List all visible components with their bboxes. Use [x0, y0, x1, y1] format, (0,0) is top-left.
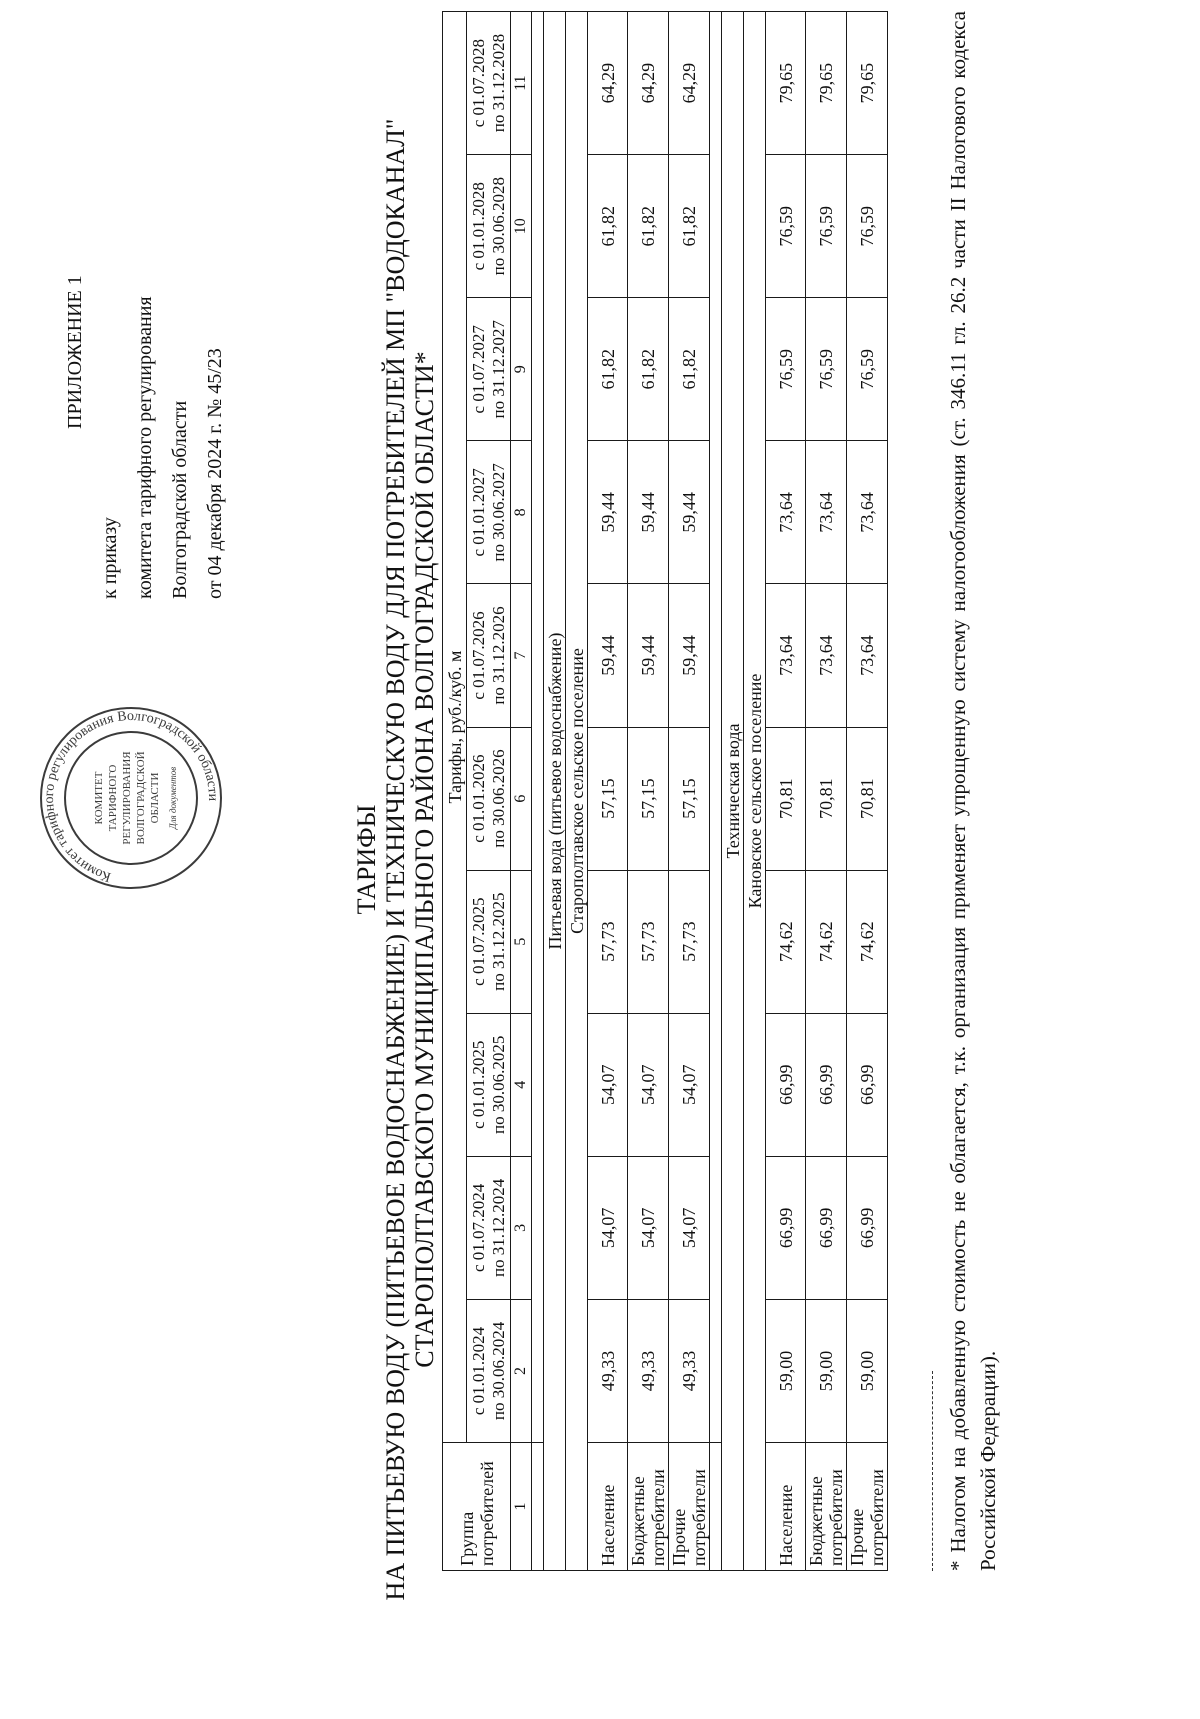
consumer-category: Бюджетные потребители — [628, 1443, 669, 1571]
table-row — [628, 12, 669, 1571]
header-period-2 — [467, 1156, 511, 1299]
table-row — [847, 12, 888, 1571]
tariffs-table — [442, 11, 888, 1571]
table-row — [669, 12, 710, 1571]
tariff-value: 70,81 — [766, 727, 806, 870]
consumer-category: Прочие потребители — [847, 1443, 888, 1571]
consumer-category: Прочие потребители — [669, 1443, 710, 1571]
tariff-value: 49,33 — [588, 1299, 628, 1442]
tariff-value: 74,62 — [806, 870, 847, 1013]
period-from: с 01.07.2027 — [468, 325, 488, 414]
header-period-1 — [467, 1299, 511, 1442]
period-to: по 31.12.2026 — [488, 606, 508, 705]
period-to: по 30.06.2025 — [488, 1035, 508, 1134]
column-number-5: 5 — [511, 870, 532, 1013]
tariff-value: 54,07 — [588, 1013, 628, 1156]
section-subtitle: Кановское сельское поселение — [744, 12, 766, 1571]
tariff-value: 66,99 — [806, 1156, 847, 1299]
tariff-value: 59,44 — [588, 441, 628, 584]
header-tariffs: Тарифы, руб./куб. м — [443, 12, 467, 1443]
tariff-value: 73,64 — [766, 584, 806, 727]
period-to: по 30.06.2028 — [488, 177, 508, 276]
spacer-row — [710, 12, 722, 1571]
column-number-7: 7 — [511, 584, 532, 727]
tariff-value: 61,82 — [588, 298, 628, 441]
tariff-value: 54,07 — [628, 1156, 669, 1299]
column-number-2: 2 — [511, 1299, 532, 1442]
column-number-10: 10 — [511, 155, 532, 298]
tariff-value: 66,99 — [766, 1156, 806, 1299]
spacer-row — [532, 12, 544, 1571]
column-number-8: 8 — [511, 441, 532, 584]
tariff-value: 54,07 — [669, 1156, 710, 1299]
seal-inner-line-3: РЕГУЛИРОВАНИЯ — [121, 751, 133, 845]
spacer-cell — [532, 12, 544, 1443]
tariff-value: 54,07 — [669, 1013, 710, 1156]
header-period-7 — [467, 441, 511, 584]
period-to: по 30.06.2024 — [488, 1321, 508, 1421]
tariff-value: 59,00 — [806, 1299, 847, 1442]
tariff-value: 59,44 — [628, 441, 669, 584]
period-from: с 01.07.2028 — [468, 38, 488, 128]
tariff-value: 57,15 — [669, 727, 710, 870]
tariff-value: 64,29 — [669, 12, 710, 155]
header-row-column-numbers — [511, 12, 532, 1571]
tariff-value: 49,33 — [669, 1299, 710, 1442]
column-number-4: 4 — [511, 1013, 532, 1156]
header-period-5 — [467, 727, 511, 870]
tariff-value: 70,81 — [806, 727, 847, 870]
seal-inner-line-2: ТАРИФНОГО — [107, 764, 119, 832]
seal-bottom-text: Для документов — [168, 766, 178, 830]
tariff-value: 59,00 — [847, 1299, 888, 1442]
seal-inner-line-1: КОМИТЕТ — [93, 771, 105, 825]
period-from: с 01.01.2025 — [468, 1040, 488, 1129]
tariff-value: 79,65 — [806, 12, 847, 155]
appendix-title: ПРИЛОЖЕНИЕ 1 — [64, 275, 86, 429]
seal-graphic — [36, 703, 226, 893]
tariff-value: 64,29 — [588, 12, 628, 155]
tariff-value: 73,64 — [806, 584, 847, 727]
tariff-value: 73,64 — [806, 441, 847, 584]
header-period-9 — [467, 155, 511, 298]
seal-inner-line-5: ОБЛАСТИ — [149, 772, 161, 824]
header-period-10 — [467, 12, 511, 155]
tariff-value: 70,81 — [847, 727, 888, 870]
seal-outer-text: Комитет тарифного регулирования Волгоградской области — [41, 708, 221, 885]
tariff-value: 49,33 — [628, 1299, 669, 1442]
tariff-value: 76,59 — [766, 155, 806, 298]
period-from: с 01.01.2024 — [468, 1326, 488, 1416]
spacer-cell — [710, 1443, 722, 1571]
tariff-value: 57,73 — [588, 870, 628, 1013]
title-line-3: СТАРОПОЛТАВСКОГО МУНИЦИПАЛЬНОГО РАЙОНА ВОЛГОГРАДСКОЙ ОБЛАСТИ* — [410, 351, 439, 1368]
consumer-category: Население — [588, 1443, 628, 1571]
table-row — [806, 12, 847, 1571]
footnote-separator — [932, 1371, 933, 1571]
approval-line-order: к приказу — [99, 517, 121, 599]
period-from: с 01.01.2027 — [468, 468, 488, 557]
header-consumer-group: Группа потребителей — [443, 1443, 511, 1571]
tariff-value: 61,82 — [669, 155, 710, 298]
header-period-3 — [467, 1013, 511, 1156]
tariff-value: 59,44 — [588, 584, 628, 727]
table-row — [588, 12, 628, 1571]
column-number-9: 9 — [511, 298, 532, 441]
approval-line-region: Волгоградской области — [169, 400, 191, 599]
tariff-value: 76,59 — [806, 298, 847, 441]
title-line-1: ТАРИФЫ — [352, 804, 381, 915]
tariff-value: 76,59 — [847, 155, 888, 298]
period-from: с 01.07.2026 — [468, 611, 488, 700]
period-to: по 30.06.2027 — [488, 463, 508, 562]
header-row-main — [443, 12, 467, 1571]
tariff-value: 79,65 — [847, 12, 888, 155]
tariff-value: 74,62 — [766, 870, 806, 1013]
section-title-row — [722, 12, 744, 1571]
tariff-value: 64,29 — [628, 12, 669, 155]
section-title-row — [544, 12, 566, 1571]
tariff-value: 59,44 — [669, 584, 710, 727]
seal-inner-line-4: ВОЛГОГРАДСКОЙ — [135, 751, 147, 845]
tariff-value: 61,82 — [669, 298, 710, 441]
table-row — [766, 12, 806, 1571]
tariff-value: 66,99 — [806, 1013, 847, 1156]
period-to: по 31.12.2024 — [488, 1178, 508, 1278]
period-to: по 31.12.2027 — [488, 320, 508, 419]
tariff-value: 57,73 — [628, 870, 669, 1013]
approval-line-committee: комитета тарифного регулирования — [134, 296, 156, 599]
tariff-value: 61,82 — [628, 298, 669, 441]
tariff-value: 61,82 — [628, 155, 669, 298]
tariff-value: 57,15 — [588, 727, 628, 870]
period-from: с 01.07.2025 — [468, 897, 488, 986]
period-from: с 01.01.2028 — [468, 182, 488, 271]
tariff-value: 79,65 — [766, 12, 806, 155]
period-to: по 31.12.2028 — [488, 33, 508, 133]
period-to: по 30.06.2026 — [488, 749, 508, 848]
consumer-category: Население — [766, 1443, 806, 1571]
section-subtitle-row — [566, 12, 588, 1571]
consumer-category: Бюджетные потребители — [806, 1443, 847, 1571]
approval-line-date: от 04 декабря 2024 г. № 45/23 — [204, 348, 226, 599]
approval-block — [58, 39, 233, 599]
tariff-value: 57,15 — [628, 727, 669, 870]
tariff-value: 59,44 — [669, 441, 710, 584]
period-to: по 31.12.2025 — [488, 892, 508, 991]
document-title — [352, 0, 439, 1719]
tariff-value: 66,99 — [766, 1013, 806, 1156]
column-number-1: 1 — [511, 1443, 532, 1571]
header-period-8 — [467, 298, 511, 441]
tariff-value: 73,64 — [847, 584, 888, 727]
spacer-cell — [710, 12, 722, 1443]
period-from: с 01.07.2024 — [468, 1183, 488, 1273]
section-title: Техническая вода — [722, 12, 744, 1571]
footnote-block — [932, 11, 1003, 1571]
tariff-value: 61,82 — [588, 155, 628, 298]
period-from: с 01.01.2026 — [468, 754, 488, 843]
header-period-4 — [467, 870, 511, 1013]
header-period-6 — [467, 584, 511, 727]
column-number-6: 6 — [511, 727, 532, 870]
tariff-value: 76,59 — [766, 298, 806, 441]
tariffs-table-body — [443, 12, 888, 1571]
tariff-value: 59,44 — [628, 584, 669, 727]
tariff-value: 57,73 — [669, 870, 710, 1013]
column-number-3: 3 — [511, 1156, 532, 1299]
title-line-2: НА ПИТЬЕВУЮ ВОДУ (ПИТЬЕВОЕ ВОДОСНАБЖЕНИЕ) И ТЕХНИЧЕСКУЮ ВОДУ ДЛЯ ПОТРЕБИТЕЛЕЙ МП "ВОДОКАНАЛ" — [381, 118, 410, 1601]
footnote-text: * Налогом на добавленную стоимость не облагается, т.к. организация применяет упрощенную систему налогообложения (ст. 346.11 гл. 26.2 части II Налогового кодекса Российской Федерации). — [946, 11, 1000, 1571]
header-row-periods — [467, 12, 511, 1571]
tariff-value: 59,00 — [766, 1299, 806, 1442]
tariff-value: 54,07 — [628, 1013, 669, 1156]
tariff-value: 66,99 — [847, 1013, 888, 1156]
tariff-value: 76,59 — [806, 155, 847, 298]
spacer-cell — [532, 1443, 544, 1571]
tariff-value: 74,62 — [847, 870, 888, 1013]
tariff-value: 73,64 — [847, 441, 888, 584]
section-title: Питьевая вода (питьевое водоснабжение) — [544, 12, 566, 1571]
column-number-11: 11 — [511, 12, 532, 155]
section-subtitle-row — [744, 12, 766, 1571]
tariff-value: 76,59 — [847, 298, 888, 441]
tariff-value: 73,64 — [766, 441, 806, 584]
official-seal — [36, 703, 226, 893]
tariff-value: 66,99 — [847, 1156, 888, 1299]
section-subtitle: Старополтавское сельское поселение — [566, 12, 588, 1571]
tariff-value: 54,07 — [588, 1156, 628, 1299]
